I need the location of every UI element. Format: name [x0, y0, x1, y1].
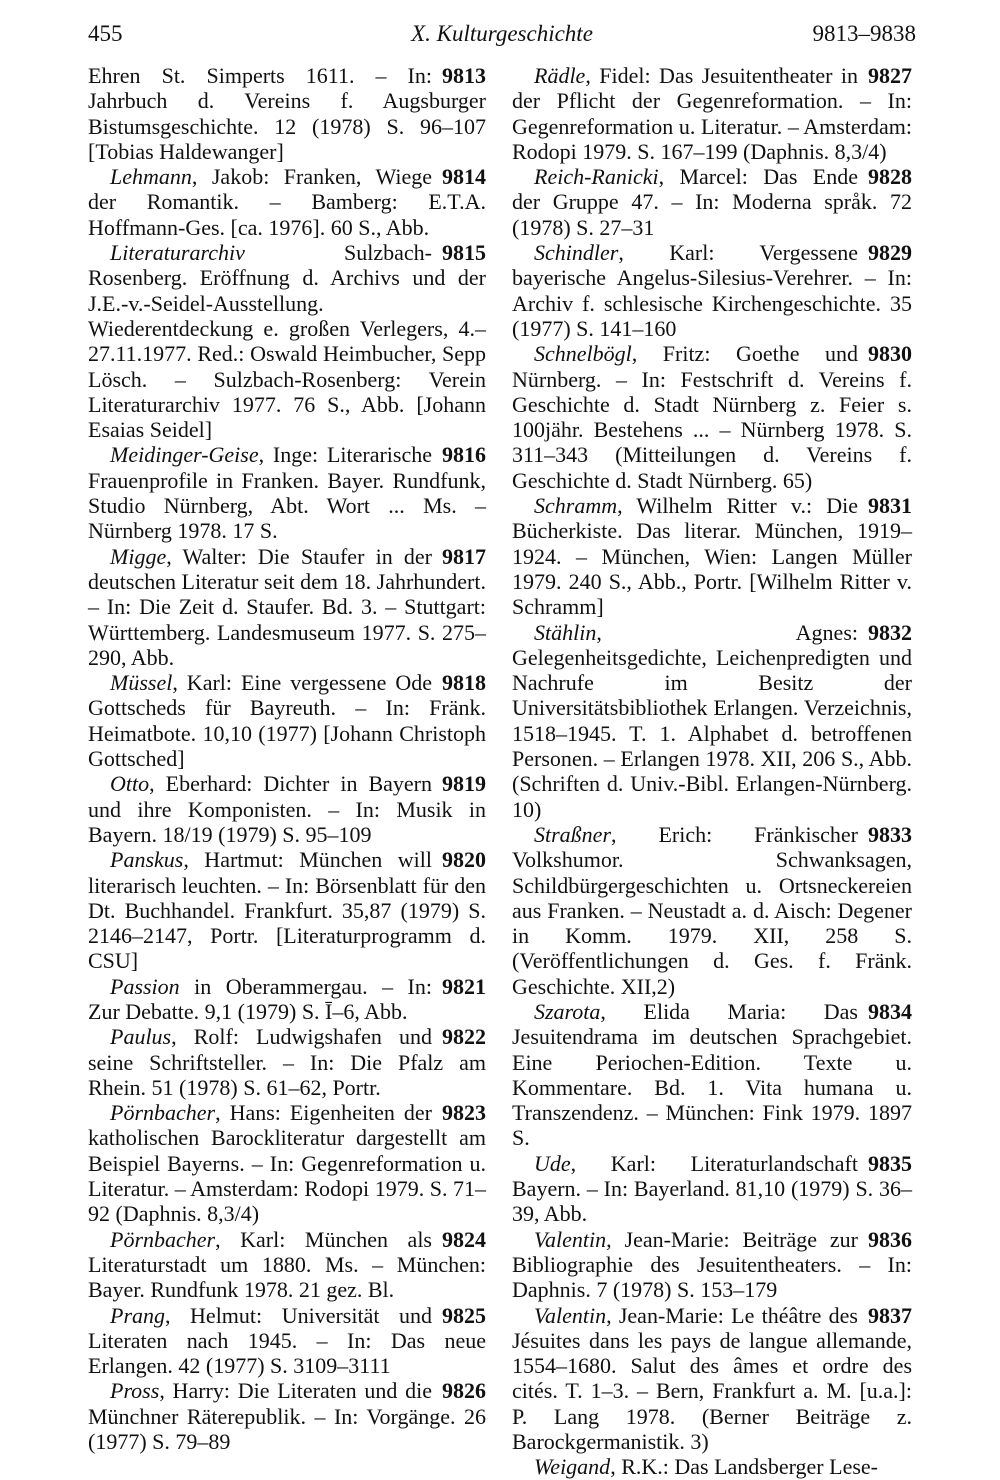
entry-text: in Oberammergau. – In: Zur Debatte. 9,1 (1979) S. Ī–6, Abb. [88, 973, 432, 1024]
entry-text: , Hans: Eigenheiten der katholischen Barockliteratur dargestellt am Beispiel Bayerns. – In: Gegenreformation u. Literatur. – Amsterdam: Rodopi 1979. S. 71–92 (Daphnis. 8,3/4) [88, 1100, 486, 1227]
entry-author: Müssel [110, 670, 173, 696]
entry-range: 9813–9838 [812, 21, 916, 46]
entry-author: Valentin [534, 1302, 607, 1328]
bibliography-entry [88, 847, 486, 973]
entry-author: Migge [110, 543, 167, 569]
entry-text: , Hartmut: München will literarisch leuchten. – In: Börsenblatt für den Dt. Buchhandel. Frankfurt. 35,87 (1979) S. 2146–2147, Portr. [Literaturprogramm d. CSU] [88, 847, 486, 974]
entry-number: 9826 [442, 1378, 486, 1404]
left-column [88, 63, 486, 1454]
entry-text: , Karl: Vergessene bayerische Angelus-Silesius-Verehrer. – In: Archiv f. schlesische Kirchengeschichte. 35 (1977) S. 141–160 [512, 240, 912, 341]
entry-text: Sulzbach-Rosenberg. Eröffnung d. Archivs und der J.E.-v.-Seidel-Ausstellung. Wiederentdeckung e. großen Verlegers, 4.–27.11.1977. Red.: Oswald Heimbucher, Sepp Lösch. – Sulzbach-Rosenberg: Verein Literaturarchiv 1977. 76 S., Abb. [Johann Esaias Seidel] [88, 240, 486, 443]
entry-number: 9822 [442, 1024, 486, 1050]
entry-author: Stählin [534, 619, 597, 645]
entry-number: 9817 [442, 543, 486, 569]
bibliography-entry [512, 1303, 912, 1455]
section-title: X. Kulturgeschichte [411, 21, 593, 46]
bibliography-entry [512, 1227, 912, 1303]
entry-number: 9819 [442, 771, 486, 797]
entry-text: Ehren St. Simperts 1611. – In: Jahrbuch d. Vereins f. Augsburger Bistumsgeschichte. 12 (1978) S. 96–107 [Tobias Haldewanger] [88, 63, 486, 164]
entry-text: , Karl: Literaturlandschaft Bayern. – In: Bayerland. 81,10 (1979) S. 36–39, Abb. [512, 1150, 912, 1227]
entry-number: 9828 [868, 164, 912, 190]
entry-text: , Rolf: Ludwigshafen und seine Schriftsteller. – In: Die Pfalz am Rhein. 51 (1978) S. 61–62, Portr. [88, 1024, 486, 1100]
bibliography-entry [512, 493, 912, 619]
entry-number: 9833 [868, 821, 912, 847]
bibliography-entry [88, 974, 486, 1025]
page-header [88, 14, 916, 54]
entry-author: Meidinger-Geise [110, 442, 259, 468]
entry-text: , Erich: Fränkischer Volkshumor. Schwanksagen, Schildbürgergeschichten u. Ortsneckereien aus Franken. – Neustadt a. d. Aisch: Degener in Komm. 1979. XII, 258 S. (Veröffentlichungen d. Ges. f. Fränk. Geschichte. XII,2) [512, 821, 912, 999]
bibliography-entry [88, 544, 486, 670]
entry-number: 9823 [442, 1100, 486, 1126]
bibliography-entry [512, 620, 912, 822]
page-number: 455 [88, 21, 123, 46]
bibliography-entry [88, 164, 486, 240]
entry-text: , Fidel: Das Jesuitentheater in der Pflicht der Gegenreformation. – In: Gegenreformation u. Literatur. – Amsterdam: Rodopi 1979. S. 167–199 (Daphnis. 8,3/4) [512, 63, 912, 164]
entry-number: 9815 [442, 240, 486, 266]
entry-number: 9818 [442, 670, 486, 696]
entry-author: Otto [110, 771, 150, 797]
entry-number: 9821 [442, 973, 486, 999]
entry-number: 9816 [442, 442, 486, 468]
entry-text: , Jean-Marie: Le théâtre des Jésuites dans les pays de langue allemande, 1554–1680. Salut des âmes et ordre des cités. T. 1–3. – Bern, Frankfurt a. M. [u.a.]: P. Lang 1978. (Berner Beiträge z. Barockgermanistik. 3) [512, 1302, 912, 1455]
entry-author: Valentin [534, 1226, 607, 1252]
bibliography-entry [88, 1303, 486, 1379]
entry-text: , Karl: Eine vergessene Ode Gottscheds für Bayreuth. – In: Fränk. Heimatbote. 10,10 (1977) [Johann Christoph Gottsched] [88, 670, 486, 772]
bibliography-entry [512, 240, 912, 341]
entry-number: 9827 [868, 63, 912, 88]
entry-number: 9813 [442, 63, 486, 88]
entry-text: , Agnes: Gelegenheitsgedichte, Leichenpredigten und Nachrufe im Besitz der Universitätsbibliothek Erlangen. Verzeichnis, 1518–1945. T. 1. Alphabet d. betroffenen Personen. – Erlangen 1978. XII, 206 S., Abb. (Schriften d. Univ.-Bibl. Erlangen-Nürnberg. 10) [512, 619, 912, 822]
bibliography-entry [88, 63, 486, 164]
bibliography-entry [88, 1378, 486, 1454]
entry-text: , Inge: Literarische Frauenprofile in Franken. Bayer. Rundfunk, Studio Nürnberg, Abt. Wort ... Ms. – Nürnberg 1978. 17 S. [88, 442, 486, 544]
entry-text: , Marcel: Das Ende der Gruppe 47. – In: Moderna språk. 72 (1978) S. 27–31 [512, 164, 912, 240]
entry-author: Weigand [534, 1454, 611, 1480]
entry-number: 9832 [868, 619, 912, 645]
entry-author: Lehmann [110, 164, 192, 190]
bibliography-entry [88, 1100, 486, 1226]
entry-number: 9837 [868, 1302, 912, 1328]
bibliography-entry [512, 1454, 912, 1479]
entry-text: , Helmut: Universität und Literaten nach 1945. – In: Das neue Erlangen. 42 (1977) S. 3109–3111 [88, 1302, 486, 1379]
entry-author: Rädle [534, 63, 586, 88]
bibliography-entry [512, 164, 912, 240]
entry-text: , Jakob: Franken, Wiege der Romantik. – Bamberg: E.T.A. Hoffmann-Ges. [ca. 1976]. 60 S., Abb. [88, 164, 486, 240]
entry-text: , Elida Maria: Das Jesuitendrama im deutschen Sprachgebiet. Eine Periochen-Edition. Texte u. Kommentare. Bd. 1. Vita humana u. Transzendenz. – München: Fink 1979. 1897 S. [512, 998, 912, 1151]
bibliography-entry [512, 341, 912, 493]
entry-author: Reich-Ranicki [534, 164, 659, 190]
entry-author: Prang [110, 1302, 165, 1328]
entry-text: , Jean-Marie: Beiträge zur Bibliographie des Jesuitentheaters. – In: Daphnis. 7 (1978) S. 153–179 [512, 1226, 912, 1303]
entry-author: Schindler [534, 240, 619, 266]
entry-text: , Walter: Die Staufer in der deutschen Literatur seit dem 18. Jahrhundert. – In: Die Zeit d. Staufer. Bd. 3. – Stuttgart: Württemberg. Landesmuseum 1977. S. 275–290, Abb. [88, 543, 486, 670]
bibliography-entry [88, 442, 486, 543]
entry-author: Straßner [534, 821, 611, 847]
entry-author: Schramm [534, 493, 618, 519]
entry-number: 9814 [442, 164, 486, 190]
bibliography-entry [88, 1024, 486, 1100]
bibliography-entry [512, 1151, 912, 1227]
entry-number: 9835 [868, 1150, 912, 1176]
entry-number: 9834 [868, 998, 912, 1024]
entry-text: , Karl: München als Literaturstadt um 1880. Ms. – München: Bayer. Rundfunk 1978. 21 gez. Bl. [88, 1226, 486, 1303]
entry-author: Schnelbögl [534, 341, 632, 367]
entry-number: 9829 [868, 240, 912, 266]
entry-author: Szarota [534, 998, 601, 1024]
entry-author: Paulus [110, 1024, 172, 1050]
entry-number: 9836 [868, 1226, 912, 1252]
entry-author: Pörnbacher [110, 1100, 216, 1126]
entry-author: Ude [534, 1150, 571, 1176]
entry-text: , Eberhard: Dichter in Bayern und ihre Komponisten. – In: Musik in Bayern. 18/19 (1979) S. 95–109 [88, 771, 486, 847]
entry-author: Literaturarchiv [110, 240, 245, 266]
entry-author: Pörnbacher [110, 1226, 216, 1252]
entry-number: 9830 [868, 341, 912, 367]
entry-text: , Fritz: Goethe und Nürnberg. – In: Festschrift d. Vereins f. Geschichte d. Stadt Nürnberg z. Feier s. 100jähr. Bestehens ... – Nürnberg 1978. S. 311–343 (Mitteilungen d. Vereins f. Geschichte d. Stadt Nürnberg. 65) [512, 341, 912, 493]
entry-number: 9825 [442, 1302, 486, 1328]
bibliography-entry [512, 822, 912, 999]
entry-author: Pross [110, 1378, 160, 1404]
bibliography-entry [512, 999, 912, 1151]
entry-text: , Harry: Die Literaten und die Münchner Räterepublik. – In: Vorgänge. 26 (1977) S. 79–89 [88, 1378, 486, 1455]
bibliography-entry [88, 670, 486, 771]
bibliography-entry [88, 240, 486, 442]
entry-text: , Wilhelm Ritter v.: Die Bücherkiste. Das literar. München, 1919–1924. – München, Wien: Langen Müller 1979. 240 S., Abb., Portr. [Wilhelm Ritter v. Schramm] [512, 493, 912, 620]
bibliography-entry [512, 63, 912, 164]
right-column [512, 63, 912, 1480]
entry-author: Passion [110, 973, 180, 999]
bibliography-entry [88, 1227, 486, 1303]
bibliography-entry [88, 771, 486, 847]
entry-number: 9831 [868, 493, 912, 519]
entry-number: 9824 [442, 1226, 486, 1252]
entry-number: 9820 [442, 847, 486, 873]
entry-author: Panskus [110, 847, 184, 873]
entry-text: , R.K.: Das Landsberger Lese- [610, 1454, 878, 1480]
